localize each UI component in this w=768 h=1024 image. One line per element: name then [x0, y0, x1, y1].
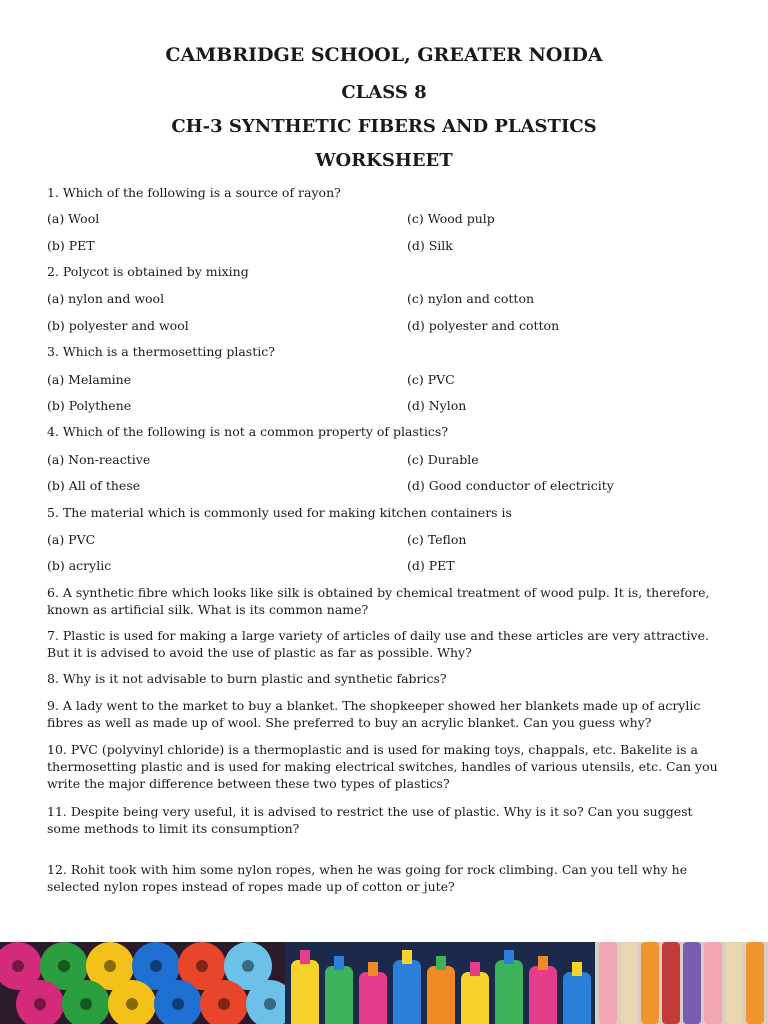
- option-4a: (a) Non-reactive: [47, 452, 151, 467]
- option-1a: (a) Wool: [47, 211, 100, 226]
- thread-spool: [599, 942, 617, 1024]
- fabric-rolls-image: [0, 942, 285, 1024]
- option-2c: (c) nylon and cotton: [407, 291, 535, 306]
- option-4b: (b) All of these: [47, 478, 141, 493]
- thread-spool: [620, 942, 638, 1024]
- option-5d: (d) PET: [407, 558, 455, 573]
- plastic-bottle: [529, 966, 557, 1024]
- school-title: CAMBRIDGE SCHOOL, GREATER NOIDA: [165, 44, 603, 66]
- thread-spool: [725, 942, 743, 1024]
- question-4: 4. Which of the following is not a common property of plastics?: [47, 424, 449, 439]
- option-2a: (a) nylon and wool: [47, 291, 165, 306]
- option-1c: (c) Wood pulp: [407, 211, 495, 226]
- option-5c: (c) Teflon: [407, 532, 467, 547]
- question-7: 7. Plastic is used for making a large variety of articles of daily use and these articles are very attractive. But it is advised to avoid the use of plastic as far as possible. Why?: [47, 628, 709, 660]
- option-2d: (d) polyester and cotton: [407, 318, 560, 333]
- plastic-bottles-image: [285, 942, 595, 1024]
- question-1: 1. Which of the following is a source of rayon?: [47, 185, 341, 200]
- plastic-bottle: [461, 972, 489, 1024]
- option-4c: (c) Durable: [407, 452, 479, 467]
- worksheet-title: WORKSHEET: [315, 150, 453, 171]
- question-3: 3. Which is a thermosetting plastic?: [47, 344, 275, 359]
- option-3d: (d) Nylon: [407, 398, 467, 413]
- plastic-bottle: [427, 966, 455, 1024]
- thread-spool: [704, 942, 722, 1024]
- question-8: 8. Why is it not advisable to burn plastic and synthetic fabrics?: [47, 671, 447, 686]
- thread-spool: [746, 942, 764, 1024]
- question-6: 6. A synthetic fibre which looks like silk is obtained by chemical treatment of wood pulp. It is, therefore, known as artificial silk. What is its common name?: [47, 585, 710, 617]
- chapter-title: CH-3 SYNTHETIC FIBERS AND PLASTICS: [171, 116, 597, 137]
- question-9: 9. A lady went to the market to buy a blanket. The shopkeeper showed her blankets made up of acrylic fibres as well as made up of wool. She preferred to buy an acrylic blanket. Can you guess why?: [47, 698, 701, 730]
- question-5: 5. The material which is commonly used for making kitchen containers is: [47, 505, 512, 520]
- plastic-bottle: [291, 960, 319, 1024]
- question-2: 2. Polycot is obtained by mixing: [47, 264, 249, 279]
- plastic-bottle: [359, 972, 387, 1024]
- question-10: 10. PVC (polyvinyl chloride) is a thermoplastic and is used for making toys, chappals, etc. Bakelite is a thermosetting plastic and is used for making electrical switches, handles of various utensils, etc. Can you write the major difference between these two types of plastics?: [47, 742, 718, 791]
- option-1b: (b) PET: [47, 238, 95, 253]
- thread-spool: [662, 942, 680, 1024]
- plastic-bottle: [325, 966, 353, 1024]
- option-5a: (a) PVC: [47, 532, 96, 547]
- plastic-bottle: [393, 960, 421, 1024]
- plastic-bottle: [563, 972, 591, 1024]
- option-3a: (a) Melamine: [47, 372, 132, 387]
- question-12: 12. Rohit took with him some nylon ropes, when he was going for rock climbing. Can you tell why he selected nylon ropes instead of ropes made up of cotton or jute?: [47, 862, 688, 894]
- option-3c: (c) PVC: [407, 372, 455, 387]
- thread-spool: [641, 942, 659, 1024]
- photo-strip: [0, 942, 768, 1024]
- question-11: 11. Despite being very useful, it is advised to restrict the use of plastic. Why is it so? Can you suggest some methods to limit its consumption?: [47, 804, 693, 836]
- option-1d: (d) Silk: [407, 238, 453, 253]
- option-2b: (b) polyester and wool: [47, 318, 189, 333]
- option-5b: (b) acrylic: [47, 558, 112, 573]
- class-title: CLASS 8: [341, 82, 427, 103]
- thread-spools-image: [595, 942, 768, 1024]
- option-3b: (b) Polythene: [47, 398, 132, 413]
- plastic-bottle: [495, 960, 523, 1024]
- option-4d: (d) Good conductor of electricity: [407, 478, 614, 493]
- thread-spool: [683, 942, 701, 1024]
